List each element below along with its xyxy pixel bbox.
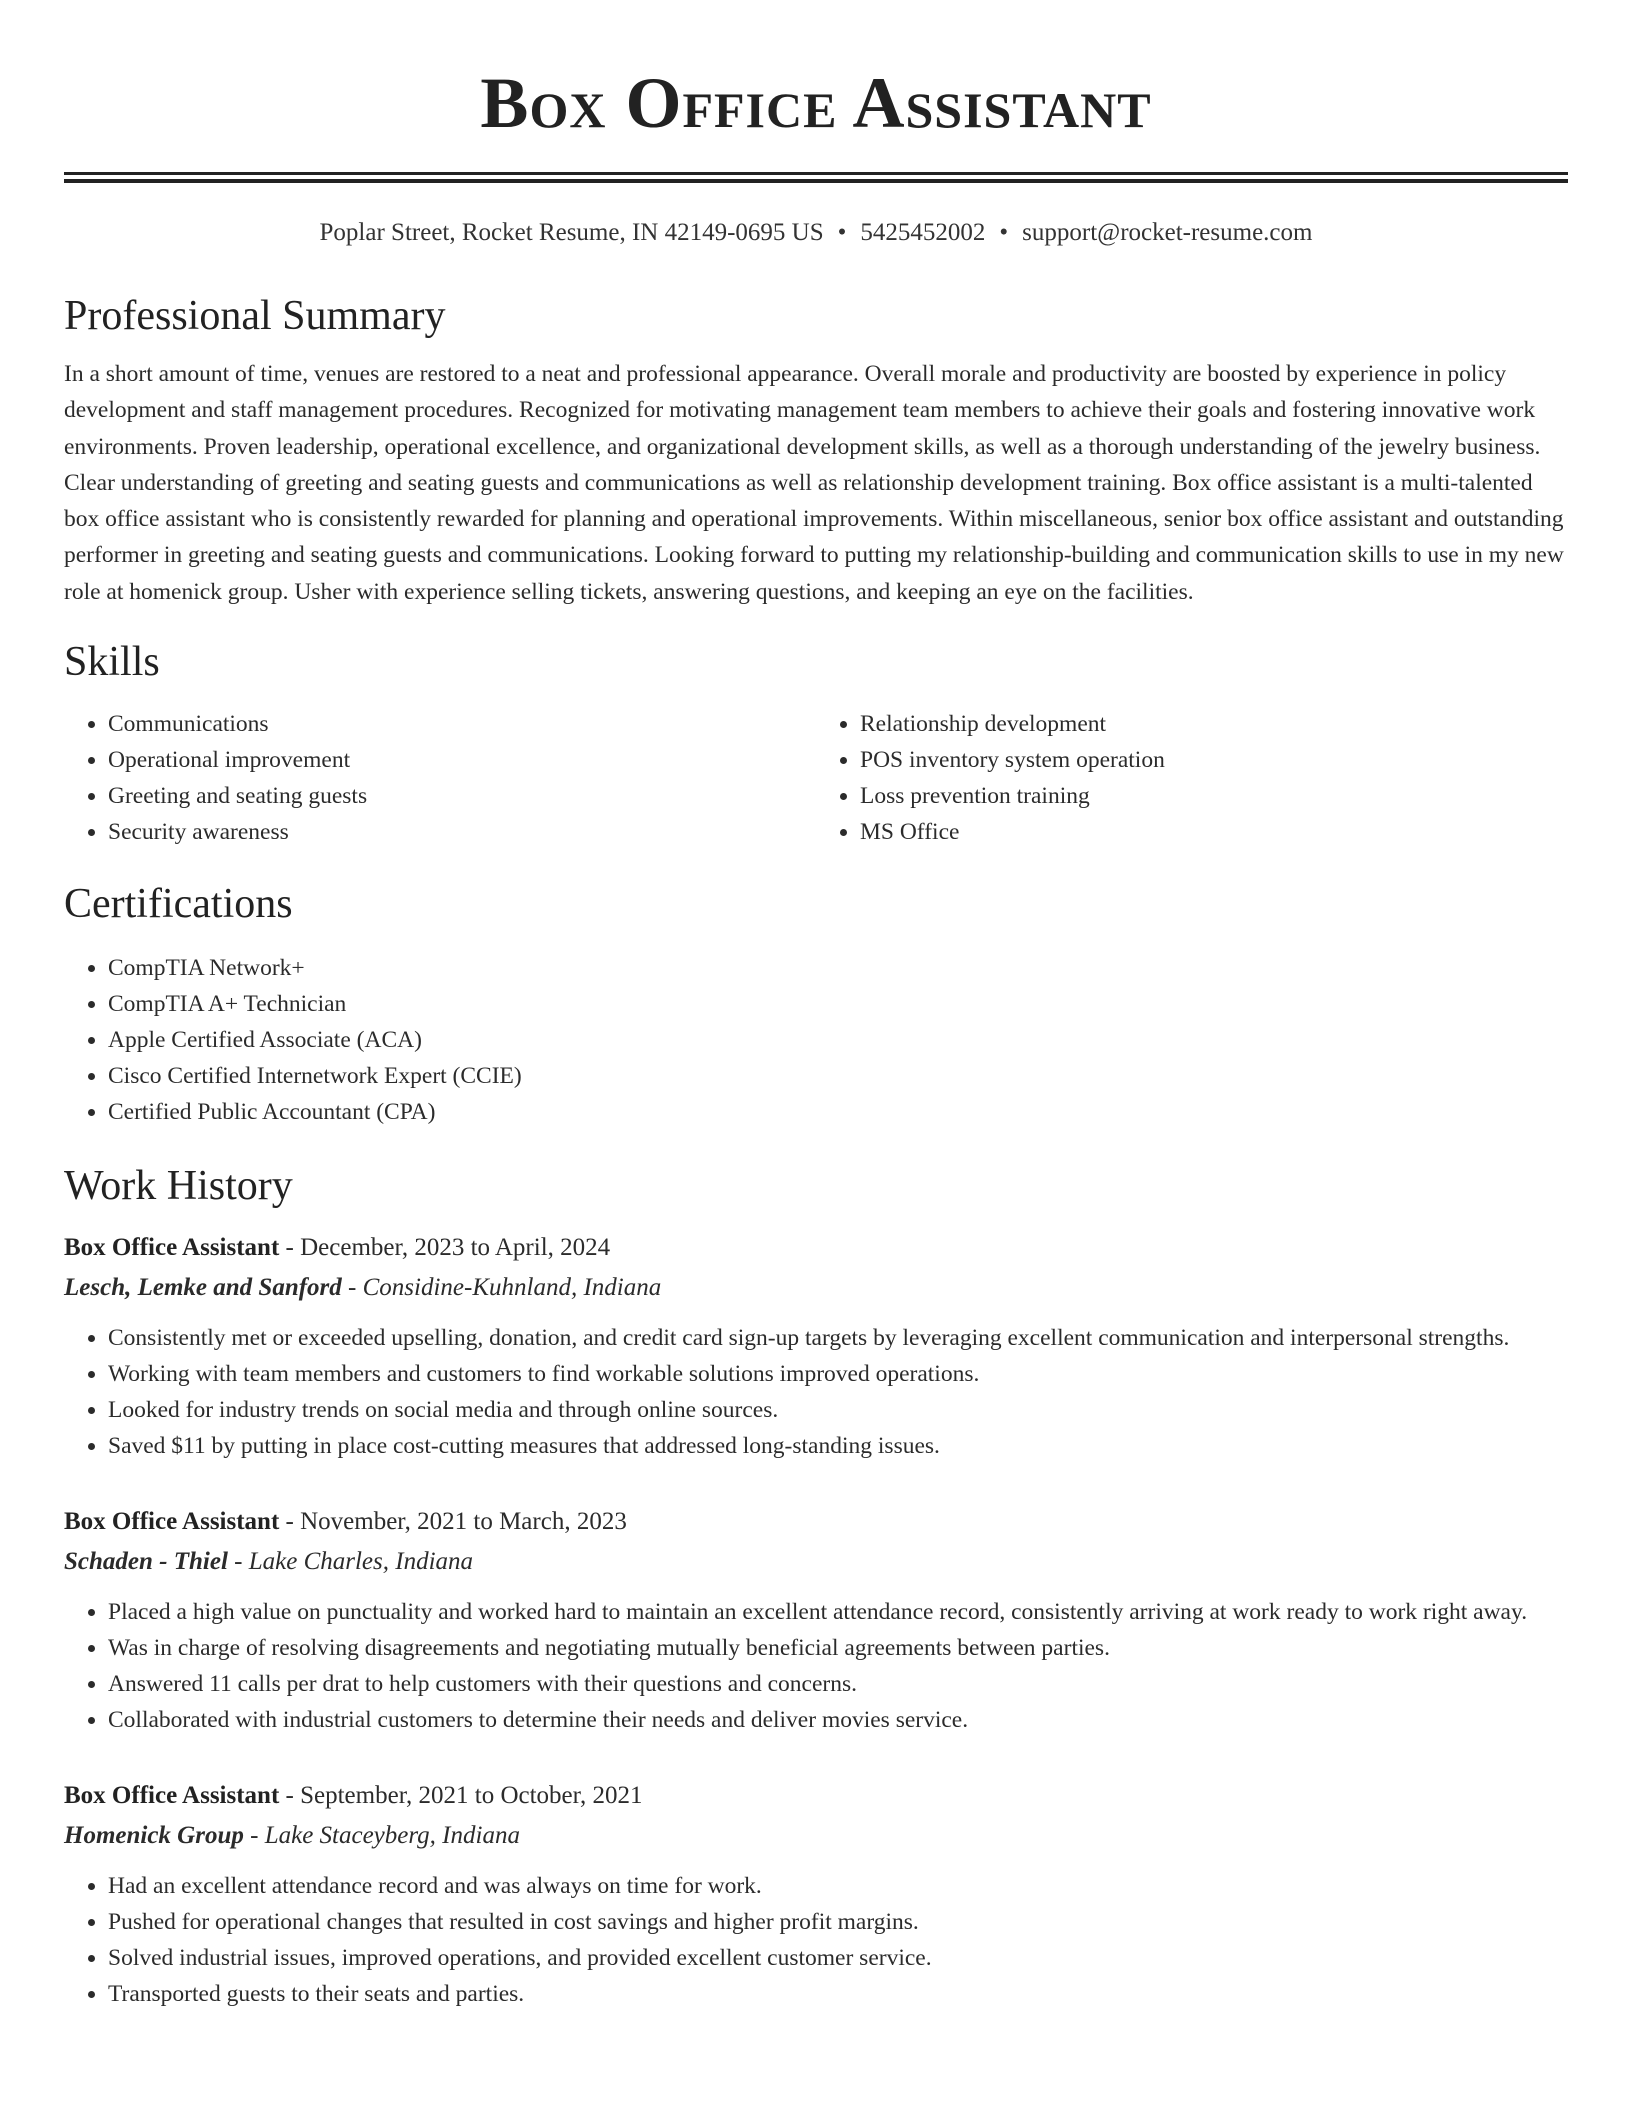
- certification-item: • Certified Public Accountant (CPA): [108, 1094, 1568, 1130]
- resume-page: [64, 0, 1568, 2012]
- job-location: - Considine-Kuhnland, Indiana: [341, 1274, 662, 1302]
- certifications-list: [64, 950, 1568, 1130]
- job-title-line: [64, 1776, 1568, 1816]
- resume-title: Box Office Assistant: [480, 63, 1152, 143]
- job-entry: [64, 1228, 1568, 1464]
- job-title: Box Office Assistant: [64, 1508, 280, 1536]
- job-bullet: • Collaborated with industrial customers to determine their needs and deliver movies service.: [108, 1702, 1568, 1738]
- bullet-separator: •: [999, 219, 1009, 246]
- section-heading-certifications: Certifications: [64, 881, 293, 928]
- skill-item: • MS Office: [860, 814, 1568, 850]
- skill-item: • Communications: [108, 706, 816, 742]
- summary-text: In a short amount of time, venues are restored to a neat and professional appearance. Overall morale and productivity are boosted by experience in policy development and staff management procedures. Recognized for motivating management team members to achieve their goals and fostering innovative work environments. Proven leadership, operational excellence, and organizational development skills, as well as a thorough understanding of the jewelry business. Clear understanding of greeting and seating guests and communications as well as relationship development training. Box office assistant is a multi-talented box office assistant who is consistently rewarded for planning and operational improvements. Within miscellaneous, senior box office assistant and outstanding performer in greeting and seating guests and communications. Looking forward to putting my relationship-building and communication skills to use in my new role at homenick group. Usher with experience selling tickets, answering questions, and keeping an eye on the facilities.: [64, 361, 1564, 605]
- certification-item: • Apple Certified Associate (ACA): [108, 1022, 1568, 1058]
- contact-phone: 5425452002: [860, 219, 986, 246]
- job-bullet: • Transported guests to their seats and parties.: [108, 1976, 1568, 2012]
- job-bullet: • Solved industrial issues, improved operations, and provided excellent customer service.: [108, 1940, 1568, 1976]
- job-bullet: • Consistently met or exceeded upselling, donation, and credit card sign-up targets by leveraging excellent communication and interpersonal strengths.: [108, 1320, 1568, 1356]
- skill-item: • POS inventory system operation: [860, 742, 1568, 778]
- job-dates: - September, 2021 to October, 2021: [279, 1782, 643, 1810]
- job-location: - Lake Charles, Indiana: [227, 1548, 474, 1576]
- job-company-line: [64, 1542, 1568, 1582]
- skill-item: • Operational improvement: [108, 742, 816, 778]
- contact-email: support@rocket-resume.com: [1022, 219, 1313, 246]
- job-title: Box Office Assistant: [64, 1782, 280, 1810]
- skill-item: • Loss prevention training: [860, 778, 1568, 814]
- job-title-line: [64, 1228, 1568, 1268]
- job-company: Homenick Group: [64, 1822, 244, 1850]
- skill-item: • Security awareness: [108, 814, 816, 850]
- job-location: - Lake Staceyberg, Indiana: [243, 1822, 520, 1850]
- skill-item: • Greeting and seating guests: [108, 778, 816, 814]
- job-bullets: [64, 1868, 1568, 2012]
- section-heading-work-history: Work History: [64, 1163, 293, 1210]
- job-bullet: • Answered 11 calls per drat to help customers with their questions and concerns.: [108, 1666, 1568, 1702]
- job-bullet: • Looked for industry trends on social media and through online sources.: [108, 1392, 1568, 1428]
- title-double-rule: [64, 172, 1568, 183]
- job-entry: [64, 1776, 1568, 2012]
- skills-list-left: [64, 706, 816, 850]
- section-heading-summary: Professional Summary: [64, 293, 446, 339]
- job-bullet: • Was in charge of resolving disagreements and negotiating mutually beneficial agreements between parties.: [108, 1630, 1568, 1666]
- job-entry: [64, 1502, 1568, 1738]
- contact-line: [64, 216, 1568, 250]
- section-heading-skills: Skills: [64, 639, 160, 686]
- job-title-line: [64, 1502, 1568, 1542]
- bullet-separator: •: [837, 219, 847, 246]
- job-bullet: • Placed a high value on punctuality and worked hard to maintain an excellent attendance record, consistently arriving at work ready to work right away.: [108, 1594, 1568, 1630]
- skills-columns: [64, 706, 1568, 850]
- skills-list-right: [816, 706, 1568, 850]
- job-company: Lesch, Lemke and Sanford: [64, 1274, 342, 1302]
- job-bullet: • Saved $11 by putting in place cost-cutting measures that addressed long-standing issues.: [108, 1428, 1568, 1464]
- job-title: Box Office Assistant: [64, 1234, 280, 1262]
- job-dates: - November, 2021 to March, 2023: [279, 1508, 627, 1536]
- job-bullet: • Had an excellent attendance record and was always on time for work.: [108, 1868, 1568, 1904]
- job-dates: - December, 2023 to April, 2024: [279, 1234, 611, 1262]
- contact-address: Poplar Street, Rocket Resume, IN 42149-0695 US: [319, 219, 824, 246]
- certification-item: • CompTIA A+ Technician: [108, 986, 1568, 1022]
- job-company-line: [64, 1816, 1568, 1856]
- certification-item: • CompTIA Network+: [108, 950, 1568, 986]
- job-company: Schaden - Thiel: [64, 1548, 228, 1576]
- job-bullets: [64, 1320, 1568, 1464]
- job-bullets: [64, 1594, 1568, 1738]
- certification-item: • Cisco Certified Internetwork Expert (CCIE): [108, 1058, 1568, 1094]
- job-bullet: • Pushed for operational changes that resulted in cost savings and higher profit margins.: [108, 1904, 1568, 1940]
- job-company-line: [64, 1268, 1568, 1308]
- job-bullet: • Working with team members and customers to find workable solutions improved operations.: [108, 1356, 1568, 1392]
- skill-item: • Relationship development: [860, 706, 1568, 742]
